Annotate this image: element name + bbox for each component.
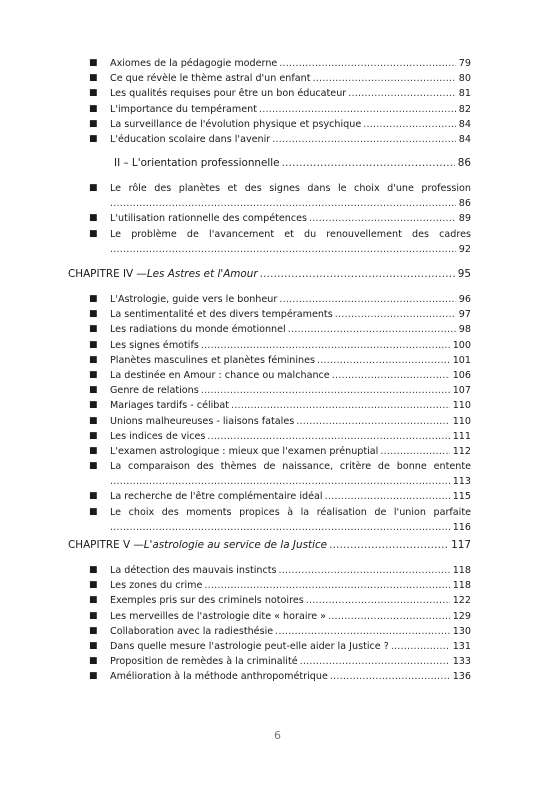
dot-leader xyxy=(317,353,450,368)
entry-page-number: 133 xyxy=(452,656,471,668)
entry-text: L'examen astrologique : mieux que l'examen prénuptial xyxy=(110,445,379,457)
toc-entry xyxy=(0,353,555,368)
entry-text: Les qualités requises pour être un bon éducateur xyxy=(110,88,347,100)
entry-text: Axiomes de la pédagogie moderne xyxy=(110,58,278,69)
dot-leader xyxy=(279,292,455,307)
entry-text: Le rôle des planètes et des signes dans le choix d'une profession xyxy=(110,183,471,194)
entry-text: Collaboration avec la radiesthésie xyxy=(110,625,274,637)
entry-text: Planètes masculines et planètes féminines xyxy=(110,354,316,366)
entry-page-number: 81 xyxy=(458,88,471,100)
dot-leader xyxy=(231,398,450,413)
entry-page-number: 110 xyxy=(452,415,471,427)
entry-page-number: 118 xyxy=(452,565,471,576)
bullet-icon: ■ xyxy=(89,103,98,114)
dot-leader xyxy=(348,86,456,101)
entry-page-number: 98 xyxy=(458,324,471,336)
toc-group-justice xyxy=(0,563,555,685)
entry-text: Dans quelle mesure l'astrologie peut-elle aider la Justice ? xyxy=(110,640,389,652)
entry-text: Les indices de vices xyxy=(110,430,206,442)
dot-leader xyxy=(306,593,450,608)
toc-entry xyxy=(0,227,555,257)
toc-entry xyxy=(0,489,555,504)
toc-entry xyxy=(0,117,555,132)
bullet-icon: ■ xyxy=(89,309,98,320)
dot-leader xyxy=(110,474,450,489)
page-number-footer: 6 xyxy=(274,729,281,742)
entry-text: L'importance du tempérament xyxy=(110,103,257,115)
entry-page-number: 101 xyxy=(452,354,471,366)
entry-text: Mariages tardifs - célibat xyxy=(110,400,230,412)
dot-leader xyxy=(275,624,450,639)
bullet-icon: ■ xyxy=(89,228,98,239)
entry-text: Exemples pris sur des criminels notoires xyxy=(110,595,304,607)
entry-page-number: 136 xyxy=(452,671,471,683)
entry-text: Les radiations du monde émotionnel xyxy=(110,324,286,336)
toc-group-amour xyxy=(0,292,555,535)
bullet-icon: ■ xyxy=(89,400,98,411)
toc-entry xyxy=(0,578,555,593)
subheading-text: II – L'orientation professionnelle xyxy=(114,157,280,169)
toc-entry xyxy=(0,609,555,624)
entry-text: Les merveilles de l'astrologie dite « horaire » xyxy=(110,610,327,622)
dot-leader xyxy=(380,444,449,459)
toc-entry xyxy=(0,624,555,639)
dot-leader xyxy=(201,338,450,353)
toc-entry xyxy=(0,429,555,444)
bullet-icon: ■ xyxy=(89,445,98,456)
entry-text: Unions malheureuses - liaisons fatales xyxy=(110,415,295,427)
toc-group-education xyxy=(0,56,555,147)
entry-text: La comparaison des thèmes de naissance, critère de bonne entente xyxy=(110,461,471,473)
dot-leader xyxy=(332,368,450,383)
bullet-icon: ■ xyxy=(89,213,98,224)
chapter-label: CHAPITRE IV — xyxy=(68,268,147,280)
dot-leader xyxy=(110,520,450,535)
dot-leader xyxy=(279,56,455,71)
entry-page-number: 84 xyxy=(458,118,471,130)
toc-chapter-5 xyxy=(0,537,555,553)
entry-page-number: 96 xyxy=(458,294,471,305)
bullet-icon: ■ xyxy=(89,73,98,84)
entry-page-number: 130 xyxy=(452,625,471,637)
entry-page-number: 129 xyxy=(452,610,471,622)
entry-page-number: 118 xyxy=(452,580,471,592)
entry-text: Les zones du crime xyxy=(110,580,203,592)
toc-entry xyxy=(0,132,555,147)
dot-leader xyxy=(309,211,456,226)
entry-text: Le problème de l'avancement et du renouvellement des cadres xyxy=(110,228,471,240)
dot-leader xyxy=(207,429,449,444)
dot-leader xyxy=(272,132,456,147)
dot-leader xyxy=(330,669,450,684)
toc-entry xyxy=(0,292,555,307)
bullet-icon: ■ xyxy=(89,369,98,380)
entry-page-number: 86 xyxy=(458,198,471,210)
dot-leader xyxy=(259,102,456,117)
bullet-icon: ■ xyxy=(89,88,98,99)
entry-page-number: 113 xyxy=(452,476,471,488)
toc-entry xyxy=(0,414,555,429)
toc-entry xyxy=(0,211,555,226)
dot-leader xyxy=(312,71,455,86)
chapter-page-number: 95 xyxy=(457,268,471,280)
toc-entry xyxy=(0,593,555,608)
dot-leader xyxy=(329,537,448,553)
entry-continuation xyxy=(0,520,555,535)
bullet-icon: ■ xyxy=(89,339,98,350)
entry-page-number: 112 xyxy=(452,445,471,457)
bullet-icon: ■ xyxy=(89,595,98,606)
toc-entry xyxy=(0,322,555,337)
bullet-icon: ■ xyxy=(89,580,98,591)
toc-entry xyxy=(0,71,555,86)
bullet-icon: ■ xyxy=(89,58,98,68)
toc-entry xyxy=(0,338,555,353)
bullet-icon: ■ xyxy=(89,415,98,426)
entry-page-number: 131 xyxy=(452,640,471,652)
dot-leader xyxy=(110,196,456,211)
bullet-icon: ■ xyxy=(89,461,98,472)
entry-text: Genre de relations xyxy=(110,385,199,397)
toc-entry xyxy=(0,181,555,211)
entry-text: La recherche de l'être complémentaire idéal xyxy=(110,491,323,503)
bullet-icon: ■ xyxy=(89,183,98,193)
entry-text: L'éducation scolaire dans l'avenir xyxy=(110,133,271,145)
bullet-icon: ■ xyxy=(89,671,98,682)
bullet-icon: ■ xyxy=(89,294,98,304)
toc-entry xyxy=(0,383,555,398)
dot-leader xyxy=(391,639,450,654)
entry-page-number: 115 xyxy=(452,491,471,503)
toc-entry xyxy=(0,398,555,413)
toc-chapter-4 xyxy=(0,266,555,282)
entry-page-number: 116 xyxy=(452,521,471,533)
bullet-icon: ■ xyxy=(89,506,98,517)
dot-leader xyxy=(201,383,450,398)
toc-entry xyxy=(0,563,555,578)
toc-subheading-orientation xyxy=(0,155,555,171)
subheading-page-number: 86 xyxy=(457,157,471,169)
dot-leader xyxy=(110,242,456,257)
entry-continuation xyxy=(0,242,555,257)
entry-page-number: 100 xyxy=(452,339,471,351)
entry-text: Amélioration à la méthode anthropométrique xyxy=(110,671,328,683)
dot-leader xyxy=(325,489,450,504)
dot-leader xyxy=(300,654,450,669)
entry-page-number: 80 xyxy=(458,73,471,85)
entry-page-number: 107 xyxy=(452,385,471,397)
bullet-icon: ■ xyxy=(89,385,98,396)
dot-leader xyxy=(288,322,456,337)
dot-leader xyxy=(260,266,455,282)
entry-page-number: 84 xyxy=(458,133,471,145)
toc-entry xyxy=(0,459,555,489)
entry-page-number: 82 xyxy=(458,103,471,115)
entry-text: Les signes émotifs xyxy=(110,339,199,351)
dot-leader xyxy=(363,117,456,132)
entry-continuation xyxy=(0,474,555,489)
chapter-title: L'astrologie au service de la Justice xyxy=(143,539,328,551)
toc-entry xyxy=(0,56,555,71)
bullet-icon: ■ xyxy=(89,656,98,667)
bullet-icon: ■ xyxy=(89,133,98,144)
entry-text: Le choix des moments propices à la réalisation de l'union parfaite xyxy=(110,506,471,518)
entry-text: Proposition de remèdes à la criminalité xyxy=(110,656,298,668)
dot-leader xyxy=(335,307,456,322)
dot-leader xyxy=(279,563,450,578)
entry-text: La détection des mauvais instincts xyxy=(110,565,277,576)
entry-text: La surveillance de l'évolution physique et psychique xyxy=(110,118,362,130)
entry-text: La sentimentalité et des divers tempéraments xyxy=(110,309,333,321)
toc-entry xyxy=(0,669,555,684)
entry-page-number: 106 xyxy=(452,369,471,381)
chapter-title: Les Astres et l'Amour xyxy=(146,268,258,280)
dot-leader xyxy=(296,414,449,429)
toc-entry xyxy=(0,368,555,383)
entry-text: La destinée en Amour : chance ou malchance xyxy=(110,369,330,381)
bullet-icon: ■ xyxy=(89,640,98,651)
toc-entry xyxy=(0,505,555,535)
dot-leader xyxy=(204,578,449,593)
toc-entry xyxy=(0,307,555,322)
chapter-page-number: 117 xyxy=(451,539,471,551)
bullet-icon: ■ xyxy=(89,118,98,129)
toc-group-orientation xyxy=(0,181,555,257)
toc-entry xyxy=(0,654,555,669)
bullet-icon: ■ xyxy=(89,430,98,441)
dot-leader xyxy=(328,609,450,624)
toc-entry xyxy=(0,102,555,117)
bullet-icon: ■ xyxy=(89,354,98,365)
entry-text: Ce que révèle le thème astral d'un enfant xyxy=(110,73,311,85)
bullet-icon: ■ xyxy=(89,491,98,502)
toc-entry xyxy=(0,86,555,101)
dot-leader xyxy=(282,155,455,171)
entry-page-number: 110 xyxy=(452,400,471,412)
bullet-icon: ■ xyxy=(89,610,98,621)
bullet-icon: ■ xyxy=(89,324,98,335)
chapter-label: CHAPITRE V — xyxy=(68,539,144,551)
entry-page-number: 92 xyxy=(458,243,471,255)
bullet-icon: ■ xyxy=(89,625,98,636)
entry-page-number: 111 xyxy=(452,430,471,442)
toc-entry xyxy=(0,639,555,654)
toc-entry xyxy=(0,444,555,459)
bullet-icon: ■ xyxy=(89,565,98,575)
entry-page-number: 79 xyxy=(458,58,471,69)
entry-text: L'Astrologie, guide vers le bonheur xyxy=(110,294,278,305)
entry-page-number: 122 xyxy=(452,595,471,607)
entry-page-number: 97 xyxy=(458,309,471,321)
entry-page-number: 89 xyxy=(458,213,471,225)
entry-text: L'utilisation rationnelle des compétences xyxy=(110,213,308,225)
entry-continuation xyxy=(0,196,555,211)
